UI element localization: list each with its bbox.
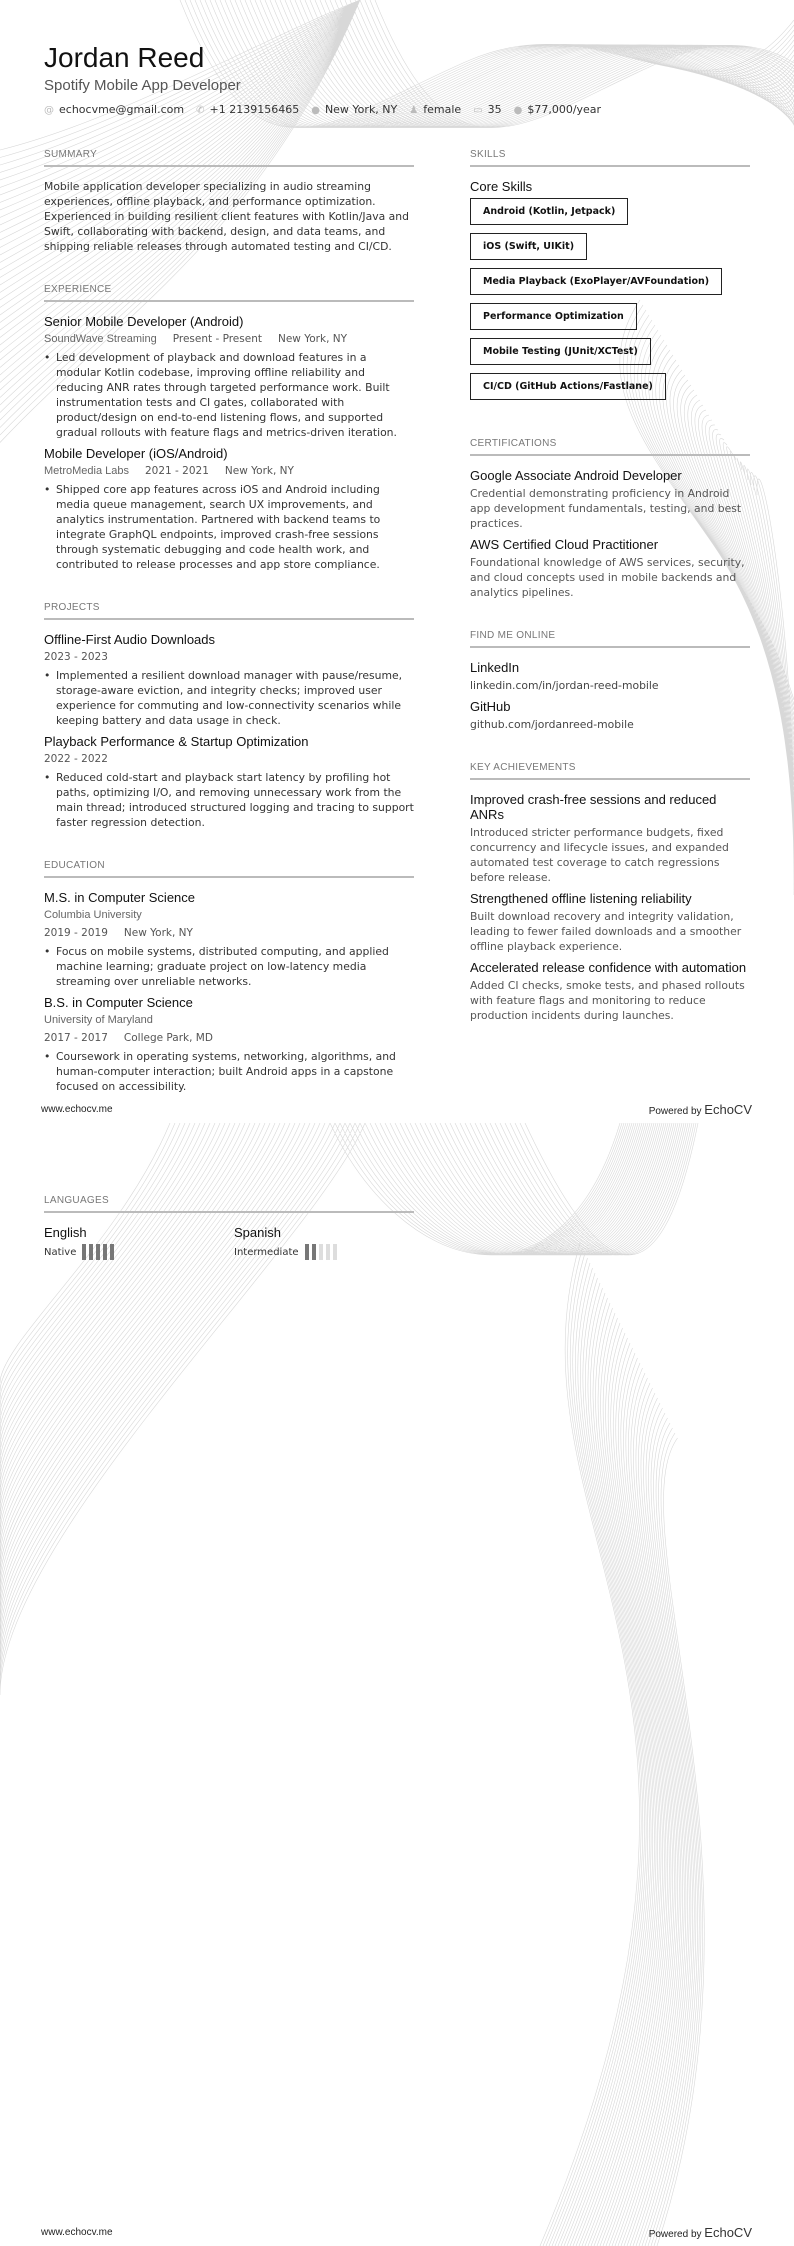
- location: College Park, MD: [123, 1032, 213, 1044]
- skill-group-title: Core Skills: [470, 179, 533, 194]
- location-pin-icon: ●: [311, 105, 320, 116]
- proficiency-bar: [82, 1244, 86, 1260]
- dates: 2019 - 2019: [44, 927, 108, 939]
- degree: B.S. in Computer Science: [44, 995, 193, 1010]
- salary-icon: ●: [513, 105, 523, 116]
- right-column: [470, 147, 750, 1051]
- skill-tag: CI/CD (GitHub Actions/Fastlane): [470, 373, 666, 400]
- candidate-title: Spotify Mobile App Developer: [44, 77, 241, 94]
- experience-item: [44, 446, 414, 572]
- location: New York, NY: [224, 465, 294, 477]
- achievement-title: Strengthened offline listening reliability: [470, 891, 692, 906]
- project-item: [44, 734, 414, 830]
- wave-lines: [0, 1123, 704, 2246]
- bullet: • Focus on mobile systems, distributed computing, and applied machine learning; graduate project on low-latency media streaming over unreliable networks.: [44, 944, 414, 989]
- cert-text: Credential demonstrating proficiency in Android app development fundamentals, testing, and best practices.: [470, 487, 742, 530]
- proficiency-bar: [319, 1244, 323, 1260]
- cert-text: Foundational knowledge of AWS services, security, and cloud concepts used in mobile backends and analytics pipelines.: [470, 556, 745, 599]
- skill-tag: iOS (Swift, UIKit): [470, 233, 587, 260]
- proficiency-bar: [333, 1244, 337, 1260]
- languages-section: [44, 1193, 414, 1260]
- at-icon: @: [44, 105, 54, 116]
- proficiency-bar: [305, 1244, 309, 1260]
- degree: M.S. in Computer Science: [44, 890, 196, 905]
- echocv-logo: EchoCV: [704, 1102, 752, 1117]
- phone-icon: ✆: [196, 105, 205, 116]
- education-section: [44, 858, 414, 1094]
- contact-phone: ✆ +1 2139156465: [196, 103, 300, 116]
- proficiency-bar: [110, 1244, 114, 1260]
- contact-age: ▭ 35: [473, 103, 502, 116]
- skill-tag: Performance Optimization: [470, 303, 637, 330]
- section-heading: EDUCATION: [44, 858, 414, 878]
- contact-salary: ● $77,000/year: [513, 103, 602, 116]
- job-title: Mobile Developer (iOS/Android): [44, 446, 228, 461]
- person-icon: ♟: [409, 105, 419, 116]
- project-item: [44, 632, 414, 728]
- linkedin-link[interactable]: linkedin.com/in/jordan-reed-mobile: [470, 679, 659, 692]
- dates: 2022 - 2022: [44, 753, 108, 765]
- summary-text: Mobile application developer specializing in audio streaming experiences, offline playback, and performance optimization. Experienced in building resilient client features with Kotlin/Java and Swift, collaborating with backend, design, and data teams, and shipping reliable releases through automated testing and CI/CD.: [44, 180, 409, 253]
- bullet: • Reduced cold-start and playback start latency by profiling hot paths, optimizing I/O, and removing unnecessary work from the main thread; introduced structured logging and tracing to support faster regression detection.: [44, 770, 414, 830]
- experience-section: [44, 282, 414, 572]
- contact-email: @ echocvme@gmail.com: [44, 103, 185, 116]
- footer-site-link[interactable]: www.echocv.me: [41, 2227, 113, 2238]
- project-title: Offline-First Audio Downloads: [44, 632, 216, 647]
- language-level: Intermediate: [234, 1246, 299, 1258]
- section-heading: KEY ACHIEVEMENTS: [470, 760, 750, 780]
- language-level: Native: [44, 1246, 77, 1258]
- skill-tag: Mobile Testing (JUnit/XCTest): [470, 338, 651, 365]
- contact-gender: ♟ female: [409, 103, 462, 116]
- achievements-section: [470, 760, 750, 1023]
- dates: 2023 - 2023: [44, 651, 108, 663]
- contact-location: ● New York, NY: [311, 103, 398, 116]
- footer-powered[interactable]: Powered by EchoCV: [648, 1102, 752, 1117]
- proficiency-bar: [312, 1244, 316, 1260]
- company: MetroMedia Labs: [44, 465, 129, 477]
- skill-tags: [470, 198, 750, 408]
- contact-bar: [44, 103, 601, 116]
- cert-title: AWS Certified Cloud Practitioner: [470, 537, 659, 552]
- language-name: English: [44, 1225, 87, 1240]
- skill-tag: Android (Kotlin, Jetpack): [470, 198, 628, 225]
- proficiency-bars: [305, 1244, 337, 1260]
- left-column: [44, 147, 414, 1122]
- achievement-text: Built download recovery and integrity validation, leading to fewer failed downloads and a smoother offline playback experience.: [470, 910, 742, 953]
- projects-section: [44, 600, 414, 830]
- education-item: [44, 995, 414, 1094]
- bullet: • Coursework in operating systems, networking, algorithms, and human-computer interaction; built Android apps in a capstone focused on accessibility.: [44, 1049, 414, 1094]
- section-heading: FIND ME ONLINE: [470, 628, 750, 648]
- achievement-title: Improved crash-free sessions and reduced ANRs: [470, 792, 717, 822]
- language-item: [44, 1225, 174, 1260]
- section-heading: PROJECTS: [44, 600, 414, 620]
- company: SoundWave Streaming: [44, 333, 157, 345]
- achievement-text: Introduced stricter performance budgets, fixed concurrency and lifecycle issues, and expanded automated test coverage to catch regressions before release.: [470, 826, 729, 884]
- proficiency-bar: [96, 1244, 100, 1260]
- education-item: [44, 890, 414, 989]
- skills-section: [470, 147, 750, 408]
- link-label: GitHub: [470, 699, 511, 714]
- online-section: [470, 628, 750, 732]
- bullet: • Shipped core app features across iOS and Android including media queue management, search UX improvements, and analytics instrumentation. Partnered with backend teams to integrate GraphQL endpoints, improved crash-free sessions through systematic debugging and code health work, and contributed to release processes and app store compliance.: [44, 482, 414, 572]
- school: Columbia University: [44, 909, 142, 921]
- footer-site-link[interactable]: www.echocv.me: [41, 1104, 113, 1115]
- dates: 2017 - 2017: [44, 1032, 108, 1044]
- section-heading: LANGUAGES: [44, 1193, 414, 1213]
- section-heading: SUMMARY: [44, 147, 414, 167]
- section-heading: SKILLS: [470, 147, 750, 167]
- school: University of Maryland: [44, 1014, 153, 1026]
- section-heading: CERTIFICATIONS: [470, 436, 750, 456]
- location: New York, NY: [123, 927, 193, 939]
- proficiency-bar: [326, 1244, 330, 1260]
- github-link[interactable]: github.com/jordanreed-mobile: [470, 718, 634, 731]
- resume-page-2: [0, 1123, 794, 2246]
- footer-powered[interactable]: Powered by EchoCV: [648, 2225, 752, 2240]
- link-label: LinkedIn: [470, 660, 520, 675]
- project-title: Playback Performance & Startup Optimization: [44, 734, 309, 749]
- location: New York, NY: [277, 333, 348, 345]
- achievement-title: Accelerated release confidence with automation: [470, 960, 747, 975]
- proficiency-bar: [89, 1244, 93, 1260]
- wave-background: [0, 1123, 794, 2246]
- skill-tag: Media Playback (ExoPlayer/AVFoundation): [470, 268, 722, 295]
- achievement-text: Added CI checks, smoke tests, and phased rollouts with feature flags and monitoring to reduce production incidents during launches.: [470, 979, 745, 1022]
- summary-section: [44, 147, 414, 254]
- echocv-logo: EchoCV: [704, 2225, 752, 2240]
- certifications-section: [470, 436, 750, 600]
- bullet: • Led development of playback and download features in a modular Kotlin codebase, improving offline reliability and reducing ANR rates through targeted performance work. Built instrumentation tests and CI gates, collaborated with product/design on end-to-end listening flows, and supported gradual rollouts with feature flags and metrics-driven iteration.: [44, 350, 414, 440]
- calendar-icon: ▭: [473, 105, 483, 116]
- language-item: [234, 1225, 337, 1260]
- job-title: Senior Mobile Developer (Android): [44, 314, 244, 329]
- bullet: • Implemented a resilient download manager with pause/resume, storage-aware eviction, and integrity checks; improved user experience for commuting and low-connectivity scenarios while keeping battery and data usage in check.: [44, 668, 414, 728]
- experience-item: [44, 314, 414, 440]
- section-heading: EXPERIENCE: [44, 282, 414, 302]
- dates: Present - Present: [172, 333, 262, 345]
- candidate-name: Jordan Reed: [44, 42, 205, 73]
- dates: 2021 - 2021: [145, 465, 209, 477]
- cert-title: Google Associate Android Developer: [470, 468, 682, 483]
- proficiency-bar: [103, 1244, 107, 1260]
- language-name: Spanish: [234, 1225, 281, 1240]
- proficiency-bars: [82, 1244, 114, 1260]
